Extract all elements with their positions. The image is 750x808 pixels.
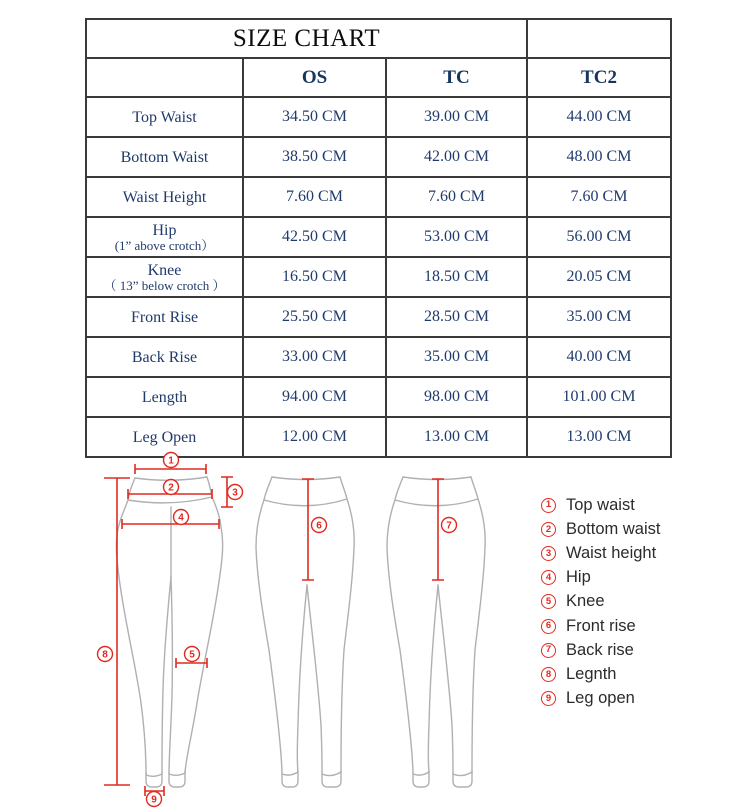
diagram-marker-4 (174, 510, 189, 525)
title-row (86, 19, 671, 58)
legend-item-hip (541, 566, 660, 590)
value-cell: 13.00 CM (386, 417, 527, 457)
diagram-marker-5 (185, 647, 200, 662)
leggings-measurement-diagram (0, 445, 520, 808)
value-cell: 101.00 CM (527, 377, 671, 417)
row-label-cell: Knee （ 13” below crotch ） (86, 257, 243, 297)
value-cell: 20.05 CM (527, 257, 671, 297)
value-cell: 28.50 CM (386, 297, 527, 337)
value-cell: 56.00 CM (527, 217, 671, 257)
legend-label: Leg open (566, 689, 635, 708)
legend-number-icon: 5 (541, 594, 556, 609)
table-row-front-rise (86, 297, 671, 337)
legend-item-bottom-waist (541, 517, 660, 541)
svg-text:1: 1 (168, 455, 174, 467)
value-cell: 33.00 CM (243, 337, 386, 377)
legend-item-length (541, 662, 660, 686)
col-header-tc: TC (386, 58, 527, 97)
value-cell: 18.50 CM (386, 257, 527, 297)
title-empty-cell (527, 19, 671, 58)
svg-text:2: 2 (168, 482, 174, 494)
value-cell: 34.50 CM (243, 97, 386, 137)
column-header-row (86, 58, 671, 97)
value-cell: 35.00 CM (527, 297, 671, 337)
legend-item-waist-height (541, 541, 660, 565)
row-sublabel: （ 13” below crotch ） (103, 277, 226, 293)
value-cell: 39.00 CM (386, 97, 527, 137)
legend-item-back-rise (541, 638, 660, 662)
svg-text:3: 3 (232, 487, 238, 499)
table-row-knee (86, 257, 671, 297)
table-row-back-rise (86, 337, 671, 377)
value-cell: 12.00 CM (243, 417, 386, 457)
value-cell: 94.00 CM (243, 377, 386, 417)
diagram-marker-6 (312, 518, 327, 533)
legend-number-icon: 7 (541, 643, 556, 658)
legend-label: Bottom waist (566, 519, 661, 538)
svg-text:8: 8 (102, 649, 108, 661)
col-header-os: OS (243, 58, 386, 97)
legend-number-icon: 8 (541, 667, 556, 682)
legend-label: Knee (566, 592, 605, 611)
row-label-cell: Leg Open (86, 417, 243, 457)
table-title: SIZE CHART (86, 19, 527, 58)
value-cell: 7.60 CM (243, 177, 386, 217)
legend-item-front-rise (541, 614, 660, 638)
value-cell: 7.60 CM (527, 177, 671, 217)
value-cell: 42.50 CM (243, 217, 386, 257)
value-cell: 42.00 CM (386, 137, 527, 177)
value-cell: 35.00 CM (386, 337, 527, 377)
row-label-cell: Length (86, 377, 243, 417)
legend-label: Hip (566, 568, 591, 587)
legend-number-icon: 4 (541, 570, 556, 585)
diagram-marker-9 (147, 792, 162, 807)
row-label-cell: Top Waist (86, 97, 243, 137)
value-cell: 16.50 CM (243, 257, 386, 297)
legging-middle-view (256, 477, 354, 787)
legend-number-icon: 2 (541, 522, 556, 537)
diagram-marker-8 (98, 647, 113, 662)
value-cell: 7.60 CM (386, 177, 527, 217)
svg-text:6: 6 (316, 520, 322, 532)
row-label-cell: Back Rise (86, 337, 243, 377)
value-cell: 40.00 CM (527, 337, 671, 377)
diagram-marker-3 (228, 485, 243, 500)
value-cell: 44.00 CM (527, 97, 671, 137)
diagram-marker-2 (164, 480, 179, 495)
diagram-marker-1 (164, 453, 179, 468)
legend-label: Legnth (566, 664, 617, 683)
measurement-legend (541, 493, 660, 711)
value-cell: 25.50 CM (243, 297, 386, 337)
size-chart-table (85, 18, 672, 458)
legend-number-icon: 9 (541, 691, 556, 706)
value-cell: 98.00 CM (386, 377, 527, 417)
corner-cell (86, 58, 243, 97)
col-header-tc2: TC2 (527, 58, 671, 97)
diagram-marker-7 (442, 518, 457, 533)
value-cell: 38.50 CM (243, 137, 386, 177)
value-cell: 48.00 CM (527, 137, 671, 177)
row-label-cell: Waist Height (86, 177, 243, 217)
row-label-cell: Bottom Waist (86, 137, 243, 177)
legend-label: Front rise (566, 616, 636, 635)
table-row-bottom-waist (86, 137, 671, 177)
legend-number-icon: 3 (541, 546, 556, 561)
legend-number-icon: 6 (541, 619, 556, 634)
legging-right-view (387, 477, 485, 787)
table-row-top-waist (86, 97, 671, 137)
legend-label: Top waist (566, 495, 635, 514)
legend-item-leg-open (541, 687, 660, 711)
table-row-waist-height (86, 177, 671, 217)
legend-item-top-waist (541, 493, 660, 517)
value-cell: 13.00 CM (527, 417, 671, 457)
table-row-hip (86, 217, 671, 257)
legend-label: Waist height (566, 543, 657, 562)
value-cell: 53.00 CM (386, 217, 527, 257)
legend-label: Back rise (566, 640, 634, 659)
table-row-length (86, 377, 671, 417)
svg-text:4: 4 (178, 512, 184, 524)
svg-text:9: 9 (151, 794, 157, 806)
svg-text:5: 5 (189, 649, 195, 661)
row-sublabel: (1” above crotch） (114, 237, 215, 253)
svg-text:7: 7 (446, 520, 452, 532)
legend-item-knee (541, 590, 660, 614)
legend-number-icon: 1 (541, 498, 556, 513)
row-label-cell: Front Rise (86, 297, 243, 337)
row-label-cell: Hip (1” above crotch） (86, 217, 243, 257)
